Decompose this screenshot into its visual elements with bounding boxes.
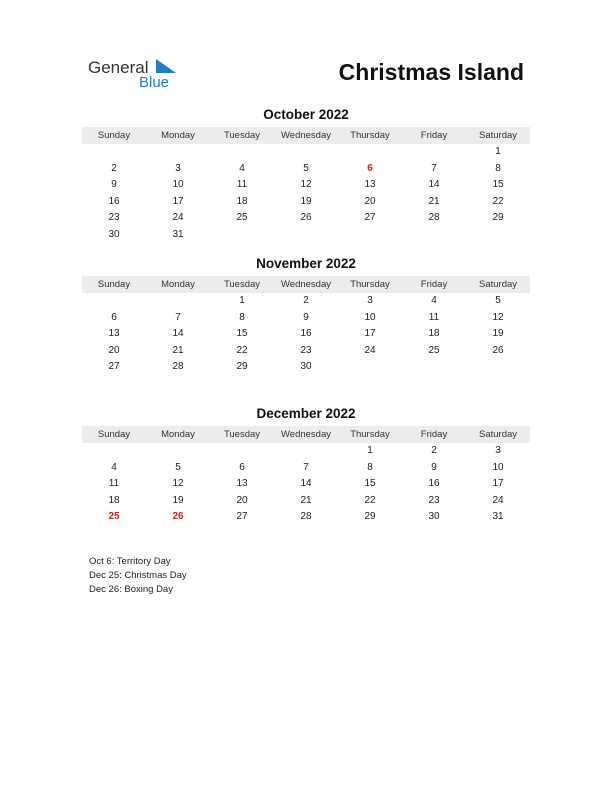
week-row [82, 509, 530, 526]
day-cell: 27 [108, 361, 120, 373]
day-cell: 3 [367, 295, 373, 306]
day-cell: 12 [172, 478, 184, 490]
empty-day-cell [274, 376, 338, 393]
empty-day-cell [402, 526, 466, 543]
weekday-label: Sunday [97, 429, 131, 440]
empty-day-cell [146, 526, 210, 543]
week-row [82, 177, 530, 194]
empty-day-cell [466, 376, 530, 393]
day-cell: 27 [364, 212, 376, 224]
day-cell: 20 [236, 494, 248, 506]
day-cell: 14 [428, 179, 440, 191]
day-cell: 7 [175, 311, 181, 323]
day-cell: 16 [300, 328, 312, 340]
day-cell: 21 [300, 494, 312, 506]
day-cell: 24 [492, 494, 504, 506]
day-cell: 31 [172, 228, 184, 240]
weekday-label: Monday [161, 429, 195, 440]
day-cell: 13 [364, 179, 376, 191]
empty-day-cell [274, 526, 338, 543]
day-cell: 4 [239, 162, 245, 174]
weekday-label: Monday [161, 279, 195, 290]
week-row [82, 161, 530, 178]
day-cell: 1 [239, 295, 245, 306]
day-cell: 21 [428, 195, 440, 207]
empty-day-cell [210, 526, 274, 543]
week-row [82, 476, 530, 493]
week-row [82, 526, 530, 543]
day-cell: 6 [239, 461, 245, 473]
week-row [82, 326, 530, 343]
country-title: Christmas Island [338, 59, 524, 85]
day-cell: 2 [111, 162, 117, 174]
empty-day-cell [82, 376, 146, 393]
day-cell: 3 [175, 162, 181, 174]
month-title: November 2022 [256, 256, 356, 271]
empty-day-cell [338, 359, 402, 376]
day-cell: 4 [431, 295, 437, 306]
day-cell: 11 [236, 179, 248, 191]
day-cell: 1 [495, 146, 501, 157]
day-cell: 18 [428, 328, 440, 340]
day-cell: 13 [236, 478, 248, 490]
day-cell: 30 [108, 228, 120, 240]
holiday-notes [89, 555, 187, 597]
month-december [82, 405, 530, 543]
empty-day-cell [402, 144, 466, 161]
weekday-label: Wednesday [281, 279, 331, 290]
day-cell: 5 [495, 295, 501, 306]
day-cell: 5 [303, 162, 309, 174]
empty-day-cell [82, 443, 146, 460]
day-cell: 30 [300, 361, 312, 373]
empty-day-cell [402, 227, 466, 244]
day-cell: 15 [236, 328, 248, 340]
day-cell: 23 [108, 212, 120, 224]
day-cell: 16 [428, 478, 440, 490]
day-cell: 31 [492, 511, 504, 523]
day-cell: 20 [108, 344, 120, 356]
day-cell: 29 [492, 212, 504, 224]
day-cell: 22 [364, 494, 376, 506]
empty-day-cell [210, 376, 274, 393]
month-november [82, 255, 530, 393]
day-cell: 1 [367, 445, 373, 456]
day-cell: 27 [236, 511, 248, 523]
weekday-label: Sunday [97, 279, 131, 290]
empty-day-cell [466, 526, 530, 543]
week-row [82, 144, 530, 161]
day-cell: 7 [303, 461, 309, 473]
day-cell: 10 [172, 179, 184, 191]
logo-word-general: General [88, 58, 149, 77]
day-cell: 20 [364, 195, 376, 207]
weekday-label: Saturday [478, 130, 518, 141]
empty-day-cell [82, 293, 146, 310]
week-row [82, 493, 530, 510]
empty-day-cell [338, 227, 402, 244]
empty-day-cell [82, 144, 146, 161]
weekday-header [82, 426, 530, 443]
weekday-label: Wednesday [281, 130, 331, 141]
day-cell: 11 [428, 311, 440, 323]
week-row [82, 293, 530, 310]
day-cell: 8 [367, 461, 373, 473]
day-cell: 15 [364, 478, 376, 490]
holiday-day-cell: 25 [108, 511, 120, 523]
weekday-label: Wednesday [281, 429, 331, 440]
day-cell: 18 [108, 494, 120, 506]
day-cell: 25 [428, 344, 440, 356]
day-cell: 6 [111, 311, 117, 323]
day-cell: 3 [495, 445, 501, 456]
day-cell: 21 [172, 344, 184, 356]
day-cell: 24 [172, 212, 184, 224]
week-row [82, 210, 530, 227]
day-cell: 14 [172, 328, 184, 340]
month-title: October 2022 [263, 107, 349, 122]
day-cell: 26 [492, 344, 504, 356]
day-cell: 22 [492, 195, 504, 207]
day-cell: 14 [300, 478, 312, 490]
week-row [82, 376, 530, 393]
weekday-label: Tuesday [223, 130, 261, 141]
day-cell: 29 [236, 361, 248, 373]
day-cell: 19 [172, 494, 184, 506]
day-cell: 28 [172, 361, 184, 373]
day-cell: 28 [300, 511, 312, 523]
month-october [82, 106, 530, 244]
weekday-label: Saturday [478, 279, 518, 290]
weekday-label: Friday [420, 279, 448, 290]
holiday-note: Oct 6: Territory Day [89, 556, 171, 567]
day-cell: 23 [300, 344, 312, 356]
day-cell: 25 [236, 212, 248, 224]
month-title: December 2022 [256, 406, 356, 421]
week-row [82, 443, 530, 460]
day-cell: 28 [428, 212, 440, 224]
weekday-label: Thursday [350, 130, 390, 141]
week-row [82, 460, 530, 477]
day-cell: 12 [492, 311, 504, 323]
day-cell: 29 [364, 511, 376, 523]
weekday-label: Monday [161, 130, 195, 141]
empty-day-cell [338, 144, 402, 161]
empty-day-cell [402, 376, 466, 393]
day-cell: 7 [431, 162, 437, 174]
weekday-label: Sunday [97, 130, 131, 141]
day-cell: 15 [492, 179, 504, 191]
day-cell: 23 [428, 494, 440, 506]
day-cell: 19 [300, 195, 312, 207]
empty-day-cell [210, 443, 274, 460]
holiday-day-cell: 6 [367, 162, 373, 174]
empty-day-cell [466, 359, 530, 376]
empty-day-cell [146, 144, 210, 161]
empty-day-cell [338, 526, 402, 543]
day-cell: 11 [108, 478, 120, 490]
day-cell: 13 [108, 328, 120, 340]
day-cell: 26 [300, 212, 312, 224]
week-row [82, 310, 530, 327]
day-cell: 18 [236, 195, 248, 207]
day-cell: 19 [492, 328, 504, 340]
weekday-label: Tuesday [223, 429, 261, 440]
empty-day-cell [146, 443, 210, 460]
weekday-label: Friday [420, 130, 448, 141]
empty-day-cell [146, 376, 210, 393]
weekday-label: Thursday [350, 279, 390, 290]
empty-day-cell [146, 293, 210, 310]
logo [88, 56, 188, 92]
day-cell: 9 [431, 461, 437, 473]
day-cell: 17 [492, 478, 504, 490]
day-cell: 8 [239, 311, 245, 323]
empty-day-cell [274, 443, 338, 460]
day-cell: 16 [108, 195, 120, 207]
holiday-note: Dec 26: Boxing Day [89, 584, 173, 595]
day-cell: 30 [428, 511, 440, 523]
week-row [82, 343, 530, 360]
weekday-label: Friday [420, 429, 448, 440]
week-row [82, 194, 530, 211]
day-cell: 4 [111, 461, 117, 473]
week-row [82, 359, 530, 376]
day-cell: 17 [364, 328, 376, 340]
empty-day-cell [402, 359, 466, 376]
day-cell: 2 [303, 295, 309, 306]
weekday-label: Thursday [350, 429, 390, 440]
day-cell: 10 [364, 311, 376, 323]
weekday-label: Saturday [478, 429, 518, 440]
empty-day-cell [274, 144, 338, 161]
week-row [82, 227, 530, 244]
day-cell: 2 [431, 445, 437, 456]
day-cell: 12 [300, 179, 312, 191]
day-cell: 8 [495, 162, 501, 174]
weekday-header [82, 127, 530, 144]
weekday-label: Tuesday [223, 279, 261, 290]
day-cell: 9 [111, 179, 117, 191]
logo-word-blue: Blue [139, 74, 170, 91]
logo-flag-icon [156, 59, 176, 73]
day-cell: 10 [492, 461, 504, 473]
holiday-note: Dec 25: Christmas Day [89, 570, 187, 581]
empty-day-cell [210, 227, 274, 244]
weekday-header [82, 276, 530, 293]
empty-day-cell [210, 144, 274, 161]
day-cell: 22 [236, 344, 248, 356]
empty-day-cell [274, 227, 338, 244]
day-cell: 5 [175, 461, 181, 473]
day-cell: 9 [303, 311, 309, 323]
empty-day-cell [338, 376, 402, 393]
empty-day-cell [82, 526, 146, 543]
empty-day-cell [466, 227, 530, 244]
holiday-day-cell: 26 [172, 511, 184, 523]
day-cell: 17 [172, 195, 184, 207]
day-cell: 24 [364, 344, 376, 356]
